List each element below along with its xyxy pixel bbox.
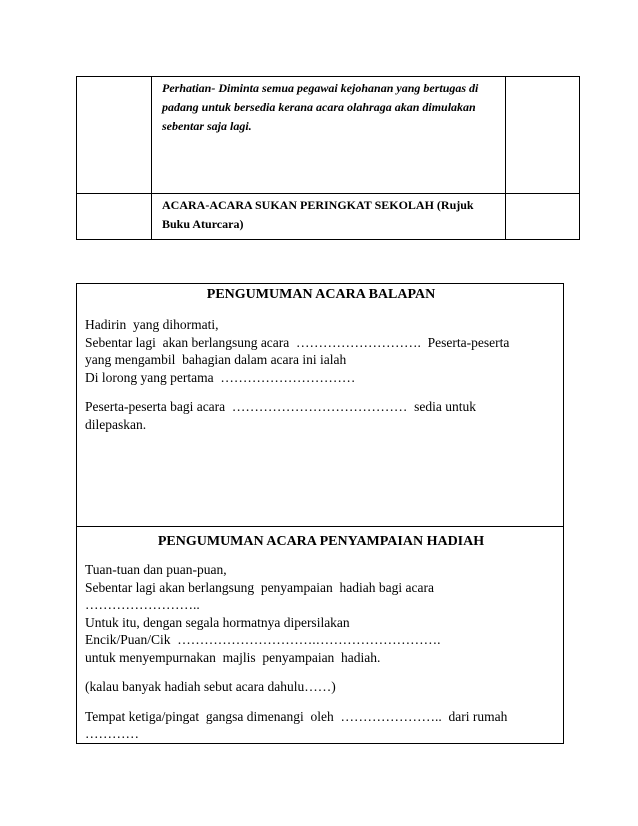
announcement-table: [76, 283, 564, 744]
spacer: [85, 386, 557, 398]
programme-row: [77, 77, 580, 194]
hadiah-line: untuk menyempurnakan majlis penyampaian hadiah.: [85, 649, 381, 665]
notice-text: [152, 77, 505, 136]
hadiah-line: ……………………..: [85, 597, 200, 612]
balapan-cell: [77, 284, 564, 527]
programme-row: [77, 194, 580, 240]
programme-cell-empty: [506, 77, 580, 194]
programme-cell-empty: [77, 77, 152, 194]
programme-cell-empty: [506, 194, 580, 240]
hadiah-line: …………: [85, 726, 139, 741]
programme-cell-notice: [152, 77, 506, 194]
balapan-line: dilepaskan.: [85, 416, 147, 432]
hadiah-line: Tempat ketiga/pingat gangsa dimenangi oleh ………………….. dari rumah: [85, 708, 508, 724]
hadiah-title: PENGUMUMAN ACARA PENYAMPAIAN HADIAH: [157, 534, 485, 549]
balapan-title: PENGUMUMAN ACARA BALAPAN: [206, 287, 436, 302]
programme-cell-empty: [77, 194, 152, 240]
notice-line: padang untuk bersedia kerana acara olahraga akan dimulakan: [162, 100, 476, 114]
programme-table: [76, 76, 580, 240]
balapan-line: Hadirin yang dihormati,: [85, 317, 219, 332]
announcement-row-balapan: [77, 284, 564, 527]
hadiah-line: Encik/Puan/Cik ………………………….……………………….: [85, 632, 441, 647]
spacer: [85, 696, 557, 708]
balapan-line: Di lorong yang pertama …………………………: [85, 369, 356, 385]
balapan-line: Peserta-peserta bagi acara ………………………………… sedia untuk: [85, 399, 477, 414]
events-line: ACARA-ACARA SUKAN PERINGKAT SEKOLAH (Rujuk: [162, 198, 474, 212]
balapan-line: yang mengambil bahagian dalam acara ini ialah: [85, 352, 347, 367]
balapan-line: Sebentar lagi akan berlangsung acara ………………………. Peserta-peserta: [85, 334, 510, 350]
hadiah-note: (kalau banyak hadiah sebut acara dahulu……): [85, 679, 336, 694]
hadiah-line: Untuk itu, dengan segala hormatnya dipersilakan: [85, 614, 350, 630]
hadiah-cell: [77, 527, 564, 744]
announcement-row-hadiah: [77, 527, 564, 744]
spacer: [85, 666, 557, 678]
hadiah-line: Sebentar lagi akan berlangsung penyampaian hadiah bagi acara: [85, 579, 434, 595]
events-text: [152, 194, 505, 234]
hadiah-line: Tuan-tuan dan puan-puan,: [85, 562, 227, 577]
events-line: Buku Aturcara): [162, 217, 244, 231]
programme-cell-events: [152, 194, 506, 240]
notice-line: Perhatian- Diminta semua pegawai kejohanan yang bertugas di: [162, 81, 479, 95]
notice-line: sebentar saja lagi.: [162, 119, 252, 133]
